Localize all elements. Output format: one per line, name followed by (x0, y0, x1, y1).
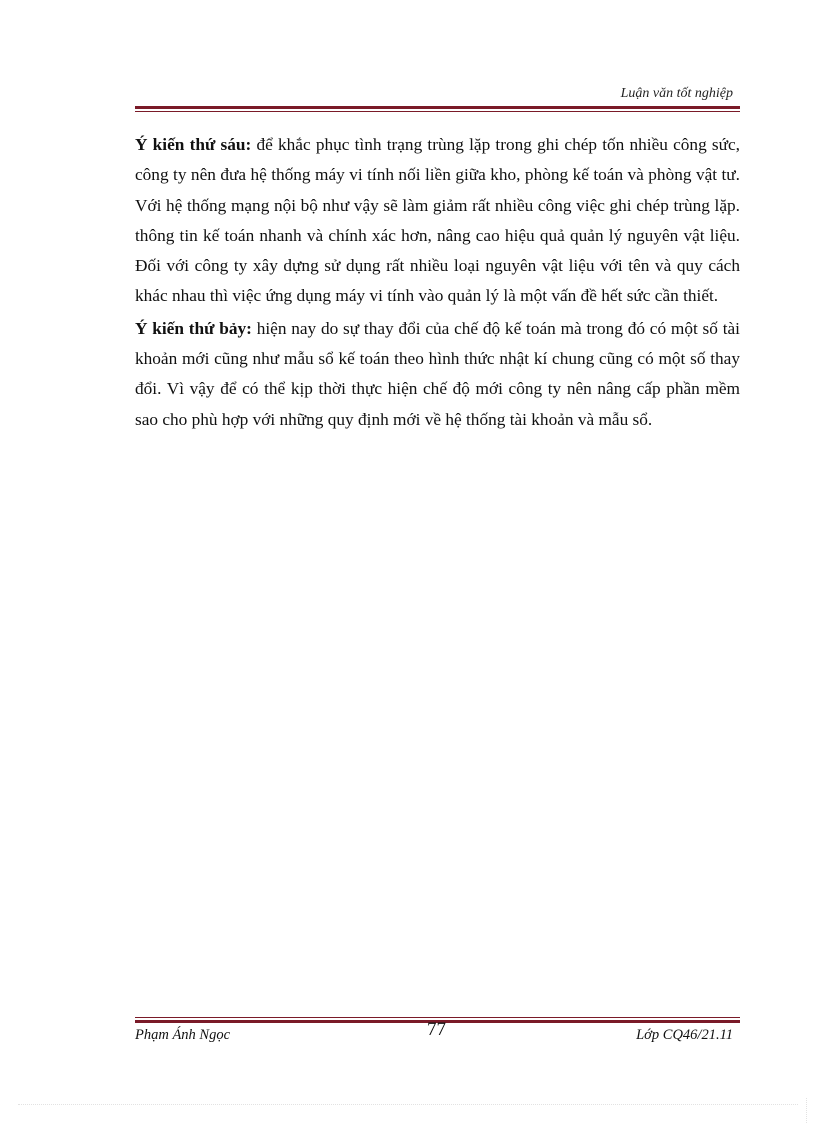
page-edge-vertical (806, 1098, 807, 1123)
page-edge-horizontal (18, 1104, 798, 1105)
footer-class: Lớp CQ46/21.11 (636, 1027, 733, 1043)
page-number: 77 (427, 1019, 446, 1040)
header-title: Luận văn tốt nghiệp (620, 86, 733, 101)
body-text (135, 130, 740, 437)
paragraph-6-text: để khắc phục tình trạng trùng lặp trong ghi chép tốn nhiều công sức, công ty nên đưa hệ thống máy vi tính nối liền giữa kho, phòng kế toán và phòng vật tư. Với hệ thống mạng nội bộ như vậy sẽ làm giảm rất nhiều công việc ghi chép trùng lặp. thông tin kế toán nhanh và chính xác hơn, nâng cao hiệu quả quản lý nguyên vật liệu. Đối với công ty xây dựng sử dụng rất nhiều loại nguyên vật liệu với tên và quy cách khác nhau thì việc ứng dụng máy vi tính vào quản lý là một vấn đề hết sức cần thiết. (135, 135, 740, 306)
paragraph-6-label: Ý kiến thứ sáu: (135, 135, 252, 154)
footer-author: Phạm Ánh Ngọc (135, 1027, 231, 1043)
paragraph-7-label: Ý kiến thứ bảy: (135, 318, 252, 338)
header-rule-thin (135, 111, 740, 112)
header-rule-thick (135, 106, 740, 109)
paragraph-6 (135, 130, 740, 312)
paragraph-7-text: hiện nay do sự thay đổi của chế độ kế toán mà trong đó có một số tài khoản mới cũng như mẫu sổ kế toán theo hình thức nhật kí chung cũng có một số thay đổi. Vì vậy để có thể kịp thời thực hiện chế độ mới công ty nên nâng cấp phần mềm sao cho phù hợp với những quy định mới về hệ thống tài khoản và mẫu sổ. (135, 318, 740, 429)
footer-rule-thin (135, 1017, 740, 1018)
paragraph-7 (135, 314, 740, 435)
